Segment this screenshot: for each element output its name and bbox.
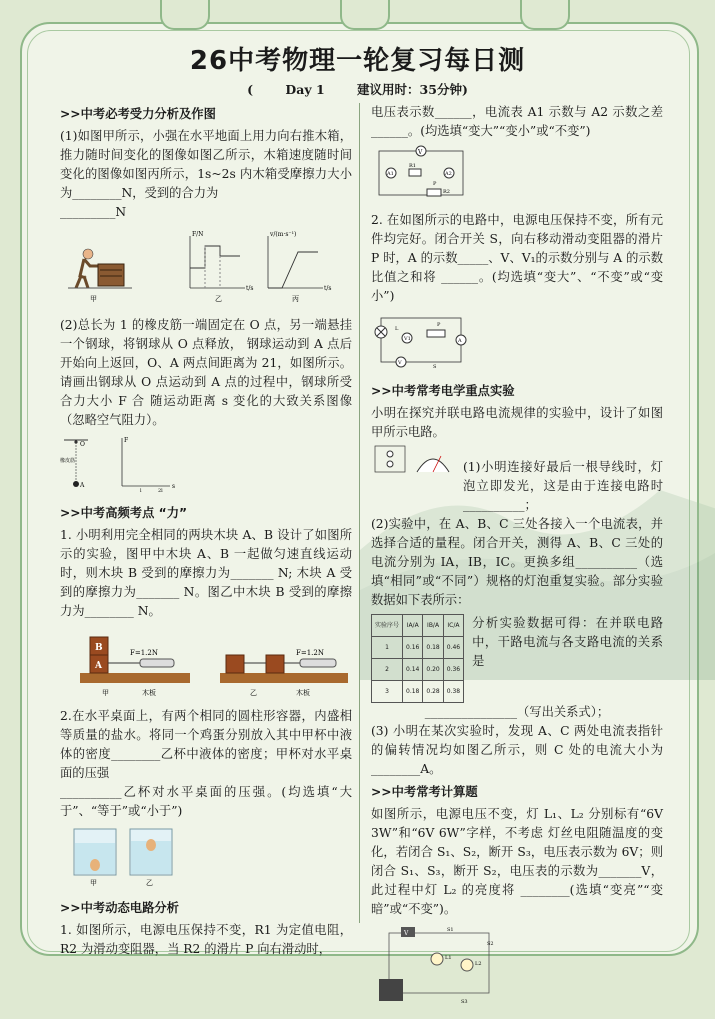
section-heading-experiment: >>中考常考电学重点实验: [371, 384, 515, 398]
column-divider: [359, 103, 360, 923]
section-heading-force: >>中考高频考点 “力”: [60, 506, 188, 520]
table-cell: 0.14: [403, 659, 423, 681]
table-cell: 2: [372, 659, 403, 681]
figure-parallel-circuit: [371, 442, 455, 480]
time-label: 建议用时：35分钟): [357, 82, 468, 97]
fig3-label-muban-1: 木板: [142, 689, 156, 697]
section-heading-force-analysis: >>中考必考受力分析及作图: [60, 107, 216, 121]
section-heading-calculation: >>中考常考计算题: [371, 785, 478, 799]
fig2-label-rubber: 橡皮筋: [60, 458, 76, 464]
figure-eggs-in-cups: [60, 825, 352, 887]
page-subtitle: [0, 80, 715, 98]
binder-tab: [520, 0, 570, 30]
figure-lamp-circuit: [371, 923, 663, 1009]
table-cell: 0.36: [443, 659, 463, 681]
c1-a1: A1: [387, 171, 394, 177]
fig2-label-o: O: [80, 441, 85, 448]
table-cell: 0.46: [443, 637, 463, 659]
fig1-label-yi: 乙: [215, 295, 222, 303]
question-2: (2)总长为 1 的橡皮筋一端固定在 O 点，另一端悬挂一个钢球，将钢球从 O 点释放， 钢球运动到 A 点后开始向上返回，O、A 两点间距离为 21，如图所示。请画出钢球从 O 点运动到 A 点的过程中，钢球所受合力大小 F 合 随运动距离 s 变化的大致关系图像（忽略空气阻力）。: [60, 318, 352, 427]
question-6: 2. 在如图所示的电路中，电源电压保持不变，所有元件均完好。闭合开关 S，向右移动滑动变阻器的滑片 P 时，A 的示数_____、V、V₁的示数分别与 A 的示数比值之和将 ______。(均选填“变大”、“不变”或“变小”): [371, 213, 663, 303]
page-title: 26中考物理一轮复习每日测: [189, 46, 526, 76]
figure-circuit-2: [371, 310, 663, 370]
table-cell: 0.38: [443, 681, 463, 703]
table-cell: 0.20: [423, 659, 443, 681]
c2-s: S: [433, 364, 437, 370]
question-1: (1)如图甲所示，小强在水平地面上用力向右推木箱，推力随时间变化的图像如图乙所示，木箱速度随时间变化的图像如图丙所示，1s~2s 内木箱受摩擦力大小为________N，受到的合力为: [60, 129, 352, 200]
data-table: [371, 614, 464, 703]
fig3-label-jia: 甲: [102, 689, 109, 697]
fig4-label-jia: 甲: [90, 879, 97, 887]
c3-v: V: [404, 930, 409, 937]
question-4: 2.在水平桌面上，有两个相同的圆柱形容器，内盛相等质量的盐水。将同一个鸡蛋分别放入其中甲杯中液体的密度________乙杯中液体的密度；甲杯对水平桌面的压强: [60, 709, 352, 780]
c2-a: A: [458, 338, 462, 344]
c3-s1: S1: [447, 927, 454, 933]
question-7-part-3: 分析实验数据可得：在并联电路中，干路电流与各支路电流的关系是: [472, 616, 663, 668]
question-7-intro: 小明在探究并联电路电流规律的实验中，设计了如图甲所示电路。: [371, 406, 663, 439]
question-7-part-2: (2)实验中，在 A、B、C 三处各接入一个电流表，并选择合适的量程。闭合开关，测得 A、B、C 三处的电流分别为 IA，IB，IC。更换多组__________（选填“相同”或“不同”）规格的灯泡重复实验。部分实验数据如下表所示：: [371, 517, 663, 607]
c2-v: V: [398, 360, 402, 366]
fig2-label-a: A: [80, 482, 85, 489]
table-header-cell: 实验序号: [372, 615, 403, 637]
c2-p: P: [437, 322, 441, 328]
question-7-part-1: (1)小明连接好最后一根导线时，灯泡立即发光，这是由于连接电路时__________；: [463, 460, 663, 512]
figure-push-box-graphs: [60, 226, 352, 306]
table-cell: 0.18: [423, 637, 443, 659]
table-header-cell: IC/A: [443, 615, 463, 637]
c1-v: V: [418, 149, 423, 156]
table-cell: 0.18: [403, 681, 423, 703]
force-label-2: F=1.2N: [296, 649, 324, 657]
table-cell: 0.28: [423, 681, 443, 703]
force-label-1: F=1.2N: [130, 649, 158, 657]
table-row: [372, 637, 464, 659]
question-8: 如图所示，电源电压不变，灯 L₁、L₂ 分别标有“6V 3W”和“6V 6W”字样，不考虑 灯丝电阻随温度的变化，若闭合 S₁、S₂，断开 S₃，电压表示数为 6V；则闭合 S₁、S₃，断开 S₂，电压表的示数为_______V，此过程中灯 L₂ 的亮度将 ________(选填“变亮”“变暗”或“不变”)。: [371, 807, 663, 916]
table-header-cell: IA/A: [403, 615, 423, 637]
section-heading-dynamic-circuit: >>中考动态电路分析: [60, 901, 179, 915]
question-4-tail: __________乙杯对水平桌面的压强。(均选填“大于”、“等于”或“小于”): [60, 785, 352, 818]
c3-l2: L2: [475, 961, 482, 967]
fig1-axis-f: F/N: [192, 231, 204, 238]
day-label: Day 1: [285, 82, 325, 97]
question-1-tail: _________N: [60, 205, 127, 219]
binder-tab: [340, 0, 390, 30]
fig3-label-muban-2: 木板: [296, 689, 310, 697]
fig2-label-2l: 2l: [158, 488, 163, 492]
question-5-continued: 电压表示数______，电流表 A1 示数与 A2 示数之差______。(均选填“变大”“变小”或“不变”): [371, 105, 663, 138]
c2-l: L: [395, 326, 399, 332]
c3-s2: S2: [487, 941, 494, 947]
left-column: [60, 103, 352, 959]
c1-r2: R2: [443, 189, 450, 195]
table-header-cell: IB/A: [423, 615, 443, 637]
fig1-label-bing: 丙: [292, 295, 299, 303]
question-7-part-4: (3) 小明在某次实验时，发现 A、C 两处电流表指针的偏转情况均如图乙所示，则 C 处的电流大小为 ________A。: [371, 724, 663, 776]
table-header-row: [372, 615, 464, 637]
question-5: 1. 如图所示，电源电压保持不变，R1 为定值电阻，R2 为滑动变阻器，当 R2 的滑片 P 向右滑动时，: [60, 923, 352, 956]
question-7-part-3b: _______________（写出关系式）；: [424, 705, 610, 719]
figure-wood-blocks: [60, 625, 352, 697]
figure-circuit-1: [371, 145, 663, 201]
fig2-label-f: F: [124, 437, 129, 444]
fig1-axis-t2: t/s: [324, 285, 332, 292]
table-row: [372, 659, 464, 681]
fig3-label-yi: 乙: [250, 689, 257, 697]
fig4-label-yi: 乙: [146, 879, 153, 887]
block-a-label: A: [95, 661, 102, 671]
paren-open: (: [247, 82, 254, 97]
fig1-axis-t1: t/s: [246, 285, 254, 292]
c1-r1: R1: [409, 163, 416, 169]
c3-s3: S3: [461, 999, 468, 1005]
fig1-axis-v: v/(m·s⁻¹): [270, 231, 297, 238]
fig2-label-s: s: [172, 483, 176, 490]
table-cell: 1: [372, 637, 403, 659]
table-cell: 0.16: [403, 637, 423, 659]
table-row: [372, 681, 464, 703]
fig1-label-jia: 甲: [90, 295, 97, 303]
c1-a2: A2: [445, 171, 452, 177]
block-b-label: B: [95, 643, 103, 653]
c1-p: P: [433, 181, 437, 187]
figure-rubber-band: [60, 434, 352, 492]
question-3: 1. 小明利用完全相同的两块木块 A、B 设计了如图所示的实验，图甲中木块 A、B 一起做匀速直线运动时，则木块 B 受到的摩擦力为_______ N; 木块 A 受到的摩擦力为_______ N。图乙中木块 B 受到的摩擦力为________ N。: [60, 528, 352, 618]
binder-tab: [160, 0, 210, 30]
c2-v1: V1: [404, 336, 411, 342]
c3-l1: L1: [445, 955, 452, 961]
fig2-label-l: l: [140, 488, 142, 492]
right-column: [371, 103, 663, 1019]
table-cell: 3: [372, 681, 403, 703]
